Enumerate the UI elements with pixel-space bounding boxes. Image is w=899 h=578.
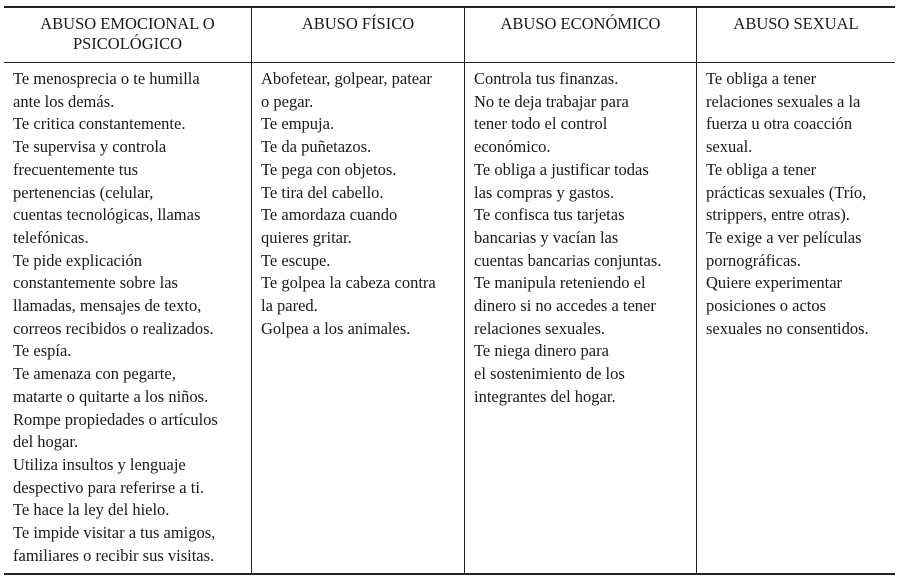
body-line: Controla tus finanzas. xyxy=(474,69,619,88)
body-line: económico. xyxy=(474,137,551,157)
column-header xyxy=(465,8,696,63)
body-line: posiciones o actos xyxy=(706,296,827,316)
body-line: llamadas, mensajes de texto, xyxy=(13,296,202,316)
body-line: Utiliza insultos y lenguaje xyxy=(13,454,186,474)
body-line: pornográficas. xyxy=(706,250,801,270)
column-sexual xyxy=(697,8,895,573)
body-line: quieres gritar. xyxy=(261,227,352,247)
body-line: relaciones sexuales. xyxy=(474,318,606,338)
header-line: PSICOLÓGICO xyxy=(72,34,183,53)
column-header xyxy=(697,8,895,63)
body-line: Golpea a los animales. xyxy=(261,318,411,338)
body-line: las compras y gastos. xyxy=(474,182,615,202)
body-line: fuerza u otra coacción xyxy=(706,114,853,134)
body-line: Te da puñetazos. xyxy=(261,137,372,157)
body-line: constantemente sobre las xyxy=(13,273,178,293)
body-line: frecuentemente tus xyxy=(13,159,139,179)
body-line: prácticas sexuales (Trío, xyxy=(706,182,867,202)
header-line: ABUSO FÍSICO xyxy=(301,14,415,33)
column-body xyxy=(4,63,251,567)
body-line: Quiere experimentar xyxy=(706,273,843,293)
body-line: Te empuja. xyxy=(261,114,335,134)
body-line: Te amordaza cuando xyxy=(261,205,398,225)
body-line: Te manipula reteniendo el xyxy=(474,273,646,293)
body-line: Te tira del cabello. xyxy=(261,182,384,202)
body-line: integrantes del hogar. xyxy=(474,386,616,406)
body-line: Te golpea la cabeza contra xyxy=(261,273,436,293)
body-line: el sostenimiento de los xyxy=(474,364,625,384)
abuse-types-table xyxy=(4,6,895,575)
body-line: cuentas bancarias conjuntas. xyxy=(474,250,662,270)
column-header xyxy=(4,8,251,63)
body-line: Te espía. xyxy=(13,341,72,361)
body-line: pertenencias (celular, xyxy=(13,182,154,202)
body-line: Rompe propiedades o artículos xyxy=(13,409,218,429)
body-line: sexual. xyxy=(706,137,753,157)
column-physical xyxy=(252,8,465,573)
body-line: tener todo el control xyxy=(474,114,608,134)
body-line: bancarias y vacían las xyxy=(474,227,619,247)
body-line: Te escupe. xyxy=(261,250,331,270)
body-line: Te obliga a justificar todas xyxy=(474,159,649,179)
header-line: ABUSO ECONÓMICO xyxy=(500,14,661,33)
header-line: ABUSO SEXUAL xyxy=(733,14,859,33)
body-line: ante los demás. xyxy=(13,91,115,111)
body-line: Te confisca tus tarjetas xyxy=(474,205,625,225)
body-line: Te obliga a tener xyxy=(706,159,817,179)
body-line: despectivo para referirse a ti. xyxy=(13,477,205,497)
body-line: dinero si no accedes a tener xyxy=(474,296,656,316)
body-line: o pegar. xyxy=(261,91,314,111)
body-line: Te amenaza con pegarte, xyxy=(13,364,176,384)
body-line: correos recibidos o realizados. xyxy=(13,318,214,338)
body-line: la pared. xyxy=(261,296,318,316)
body-line: familiares o recibir sus visitas. xyxy=(13,545,215,565)
body-line: No te deja trabajar para xyxy=(474,91,629,111)
body-line: Te pide explicación xyxy=(13,250,142,270)
body-line: del hogar. xyxy=(13,432,79,452)
column-body xyxy=(465,63,696,409)
column-body xyxy=(252,63,464,340)
body-line: Abofetear, golpear, patear xyxy=(261,69,432,88)
body-line: Te hace la ley del hielo. xyxy=(13,500,170,520)
body-line: Te niega dinero para xyxy=(474,341,609,361)
body-line: Te pega con objetos. xyxy=(261,159,397,179)
body-line: Te supervisa y controla xyxy=(13,137,167,157)
column-emotional xyxy=(4,8,252,573)
body-line: Te exige a ver películas xyxy=(706,227,862,247)
body-line: cuentas tecnológicas, llamas xyxy=(13,205,201,225)
body-line: Te impide visitar a tus amigos, xyxy=(13,523,216,543)
column-body xyxy=(697,63,895,340)
body-line: Te menosprecia o te humilla xyxy=(13,69,200,88)
body-line: sexuales no consentidos. xyxy=(706,318,869,338)
body-line: strippers, entre otras). xyxy=(706,205,850,225)
column-economic xyxy=(465,8,697,573)
body-line: matarte o quitarte a los niños. xyxy=(13,386,209,406)
body-line: Te obliga a tener xyxy=(706,69,817,88)
body-line: telefónicas. xyxy=(13,227,89,247)
header-line: ABUSO EMOCIONAL O xyxy=(40,14,215,33)
body-line: Te critica constantemente. xyxy=(13,114,186,134)
column-header xyxy=(252,8,464,63)
body-line: relaciones sexuales a la xyxy=(706,91,861,111)
